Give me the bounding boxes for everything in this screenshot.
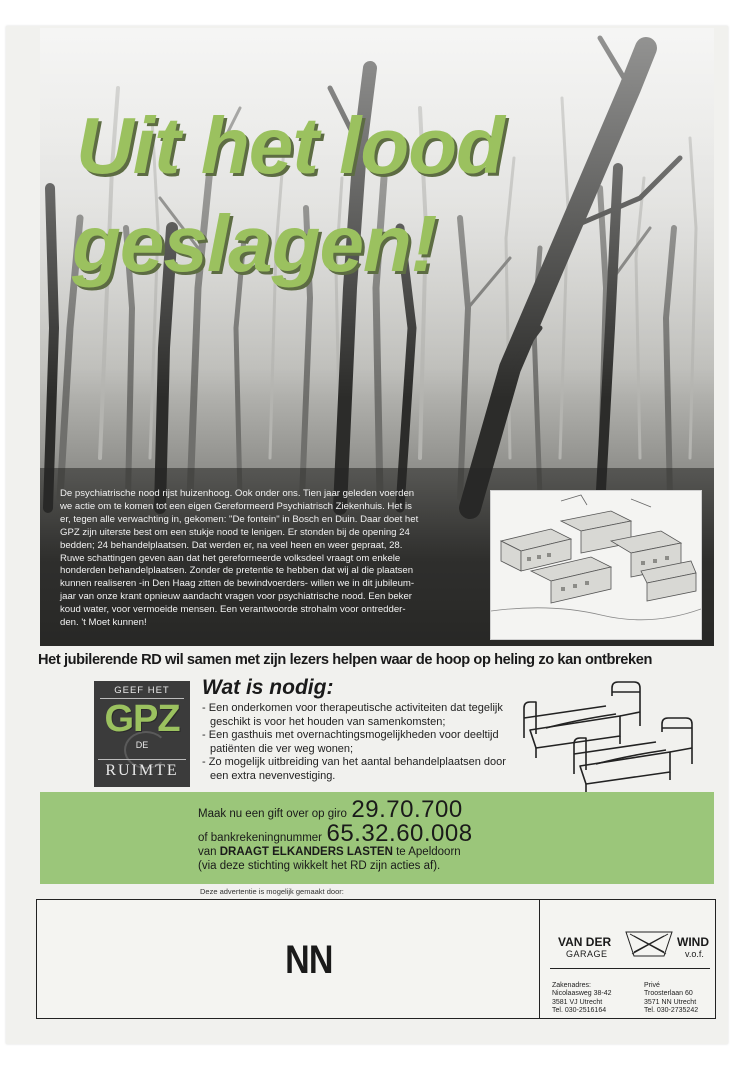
advertisement-page — [6, 26, 728, 1044]
bank-label: of bankrekeningnummer — [198, 832, 323, 844]
giro-label: Maak nu een gift over op giro — [198, 808, 347, 820]
garage-name-right: WIND — [677, 935, 709, 949]
organisation-place: te Apeldoorn — [396, 846, 461, 858]
garage-vof: v.o.f. — [685, 949, 704, 959]
headline-line-1: Uit het lood — [76, 101, 504, 190]
van-label: van — [198, 846, 217, 858]
beds-icon — [516, 678, 702, 796]
intro-paragraph: De psychiatrische nood rijst huizenhoog. Ook onder ons. Tien jaar geleden voerden we actie om te komen tot een eigen Gereformeerd Psychiatrisch Ziekenhuis. Het is er, tegen alle verwachting in, gekomen: "De fontein" in Bosch en Duin. Daar doet het GPZ zijn uiterste best om een stukje nood te lenigen. Er stonden bij de opening 24 bedden; 24 behandelplaatsen. Dat werden er, na veel heen en weer gepraat, 28. Ruwe schattingen geven aan dat het gereformeerde volksdeel vraagt om enkele honderden behandelplaatsen. Zonder de pretentie te hebben dat wij al die plaatsen kunnen realiseren -in Den Haag zitten de bewindvoerders- willen we in dit jubileum- jaar van onze krant opnieuw aandacht vragen voor psychiatrische nood. Een beker koud water, voor vermoeide mensen. Een verantwoorde strohalm voor ontredder- den. 't Moet kunnen! — [60, 488, 419, 629]
sponsor-nn: NN — [285, 938, 333, 982]
logo-bottom-text: RUIMTE — [98, 759, 186, 780]
giro-number: 29.70.700 — [351, 796, 463, 823]
tagline: Het jubilerende RD wil samen met zijn lezers helpen waar de hoop op heling zo kan ontbreken — [38, 652, 652, 668]
hospital-buildings-illustration — [491, 491, 701, 639]
need-item: - Een onderkomen voor therapeutische activiteiten dat tegelijk geschikt is voor het houden van samenkomsten; — [200, 702, 520, 729]
garage-name-left: VAN DER — [558, 935, 612, 949]
bank-row — [198, 820, 473, 848]
logo-main-text: GPZ — [104, 698, 180, 740]
need-title: Wat is nodig: — [202, 676, 334, 699]
bank-number: 65.32.60.008 — [326, 820, 473, 847]
gpz-logo — [94, 681, 190, 787]
organisation-name: DRAAGT ELKANDERS LASTEN — [219, 846, 393, 858]
donation-note: (via deze stichting wikkelt het RD zijn acties af). — [198, 860, 441, 872]
garage-sub: GARAGE — [566, 949, 608, 959]
donation-band — [40, 792, 714, 884]
need-item: - Zo mogelijk uitbreiding van het aantal behandelplaatsen door een extra nevenvestiging. — [200, 756, 520, 783]
garage-divider — [550, 968, 710, 969]
logo-top-text: GEEF HET — [100, 685, 184, 699]
garage-logo-icon — [624, 926, 674, 960]
garage-sponsor — [539, 900, 716, 1018]
need-list — [200, 702, 520, 784]
hospital-drawing — [490, 490, 702, 640]
headline-line-2: geslagen! — [72, 199, 437, 288]
logo-middle-text: DE — [135, 740, 149, 750]
business-address: Zakenadres: Nicolaasweg 38-42 3581 VJ Utrecht Tel. 030-2516164 — [552, 982, 612, 1015]
sponsor-box — [36, 899, 716, 1019]
organisation-row — [198, 846, 461, 858]
sponsor-note: Deze advertentie is mogelijk gemaakt door: — [200, 887, 344, 896]
private-address: Privé Troosterlaan 60 3571 NN Utrecht Tel. 030-2735242 — [644, 982, 699, 1015]
need-item: - Een gasthuis met overnachtingsmogelijkheden voor deeltijd patiënten die ver weg wonen; — [200, 729, 520, 756]
